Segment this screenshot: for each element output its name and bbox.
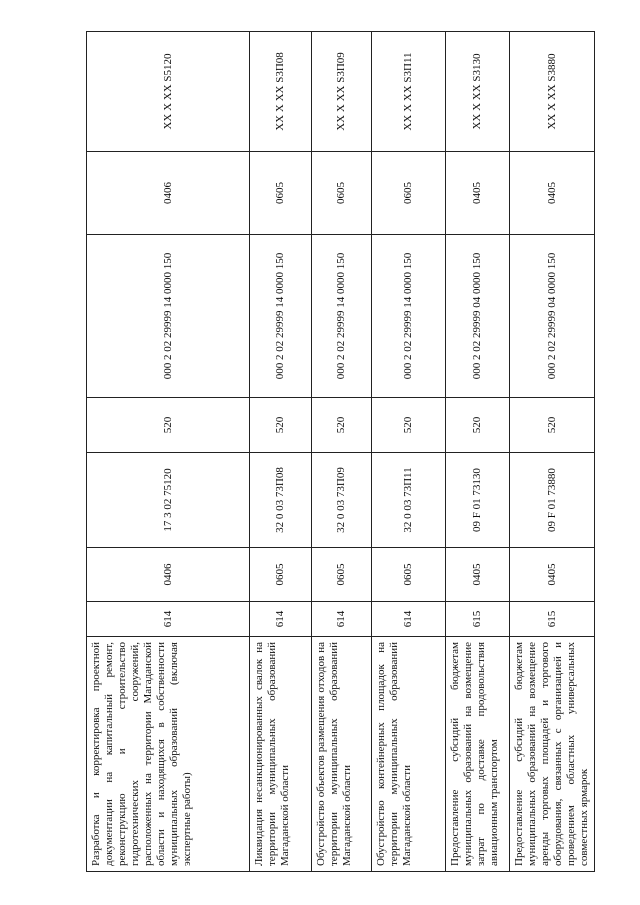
municipal-target-code: XX X XX S3880: [510, 32, 595, 152]
admin-code: 614: [372, 602, 446, 637]
municipal-section-code: 0605: [250, 152, 312, 235]
municipal-section-code: 0406: [87, 152, 250, 235]
expense-type-code: 520: [87, 398, 250, 453]
expense-type-code: 520: [312, 398, 372, 453]
row-description: Обустройство контейнерных площадок на территории муниципальных образований Магаданской области: [372, 637, 446, 872]
municipal-section-code: 0405: [446, 152, 510, 235]
section-code: 0406: [87, 548, 250, 602]
row-description: Предоставление субсидий бюджетам муниципальных образований на возмещение аренды торговых площадей и торгового оборудования, связанных с организацией и проведением областных универсальных совместных ярмарок: [510, 637, 595, 872]
expense-type-code: 520: [510, 398, 595, 453]
admin-code: 614: [87, 602, 250, 637]
admin-code: 615: [510, 602, 595, 637]
row-description: Обустройство объектов размещения отходов на территории муниципальных образований Магаданской области: [312, 637, 372, 872]
table-row: [87, 32, 250, 872]
revenue-code: 000 2 02 29999 14 0000 150: [372, 235, 446, 398]
municipal-target-code: XX X XX S5120: [87, 32, 250, 152]
expense-type-code: 520: [446, 398, 510, 453]
row-description: Ликвидация несанкционированных свалок на территории муниципальных образований Магаданской области: [250, 637, 312, 872]
target-article-code: 17 3 02 75120: [87, 453, 250, 548]
section-code: 0605: [372, 548, 446, 602]
municipal-section-code: 0605: [372, 152, 446, 235]
section-code: 0605: [312, 548, 372, 602]
section-code: 0405: [446, 548, 510, 602]
table-row: [446, 32, 510, 872]
expense-type-code: 520: [372, 398, 446, 453]
admin-code: 614: [250, 602, 312, 637]
admin-code: 614: [312, 602, 372, 637]
row-description: Предоставление субсидий бюджетам муниципальных образований на возмещение затрат по доставке продовольствия авиационным транспортом: [446, 637, 510, 872]
revenue-code: 000 2 02 29999 04 0000 150: [510, 235, 595, 398]
municipal-target-code: XX X XX S3130: [446, 32, 510, 152]
target-article-code: 32 0 03 73П11: [372, 453, 446, 548]
section-code: 0405: [510, 548, 595, 602]
admin-code: 615: [446, 602, 510, 637]
municipal-target-code: XX X XX S3П09: [312, 32, 372, 152]
municipal-section-code: 0405: [510, 152, 595, 235]
budget-codes-table: [86, 31, 595, 872]
section-code: 0605: [250, 548, 312, 602]
table-row: [372, 32, 446, 872]
revenue-code: 000 2 02 29999 14 0000 150: [87, 235, 250, 398]
table-row: [312, 32, 372, 872]
municipal-section-code: 0605: [312, 152, 372, 235]
expense-type-code: 520: [250, 398, 312, 453]
revenue-code: 000 2 02 29999 14 0000 150: [312, 235, 372, 398]
target-article-code: 09 F 01 73880: [510, 453, 595, 548]
table-row: [510, 32, 595, 872]
revenue-code: 000 2 02 29999 04 0000 150: [446, 235, 510, 398]
rotated-page: [86, 32, 590, 872]
municipal-target-code: XX X XX S3П08: [250, 32, 312, 152]
table-row: [250, 32, 312, 872]
municipal-target-code: XX X XX S3П11: [372, 32, 446, 152]
target-article-code: 32 0 03 73П09: [312, 453, 372, 548]
target-article-code: 32 0 03 73П08: [250, 453, 312, 548]
row-description: Разработка и корректировка проектной документации на капитальный ремонт, реконструкцию и строительство гидротехнических сооружений, расположенных на территории Магаданской области и находящихся в собственности муниципальных образований (включая экспертные работы): [87, 637, 250, 872]
revenue-code: 000 2 02 29999 14 0000 150: [250, 235, 312, 398]
target-article-code: 09 F 01 73130: [446, 453, 510, 548]
